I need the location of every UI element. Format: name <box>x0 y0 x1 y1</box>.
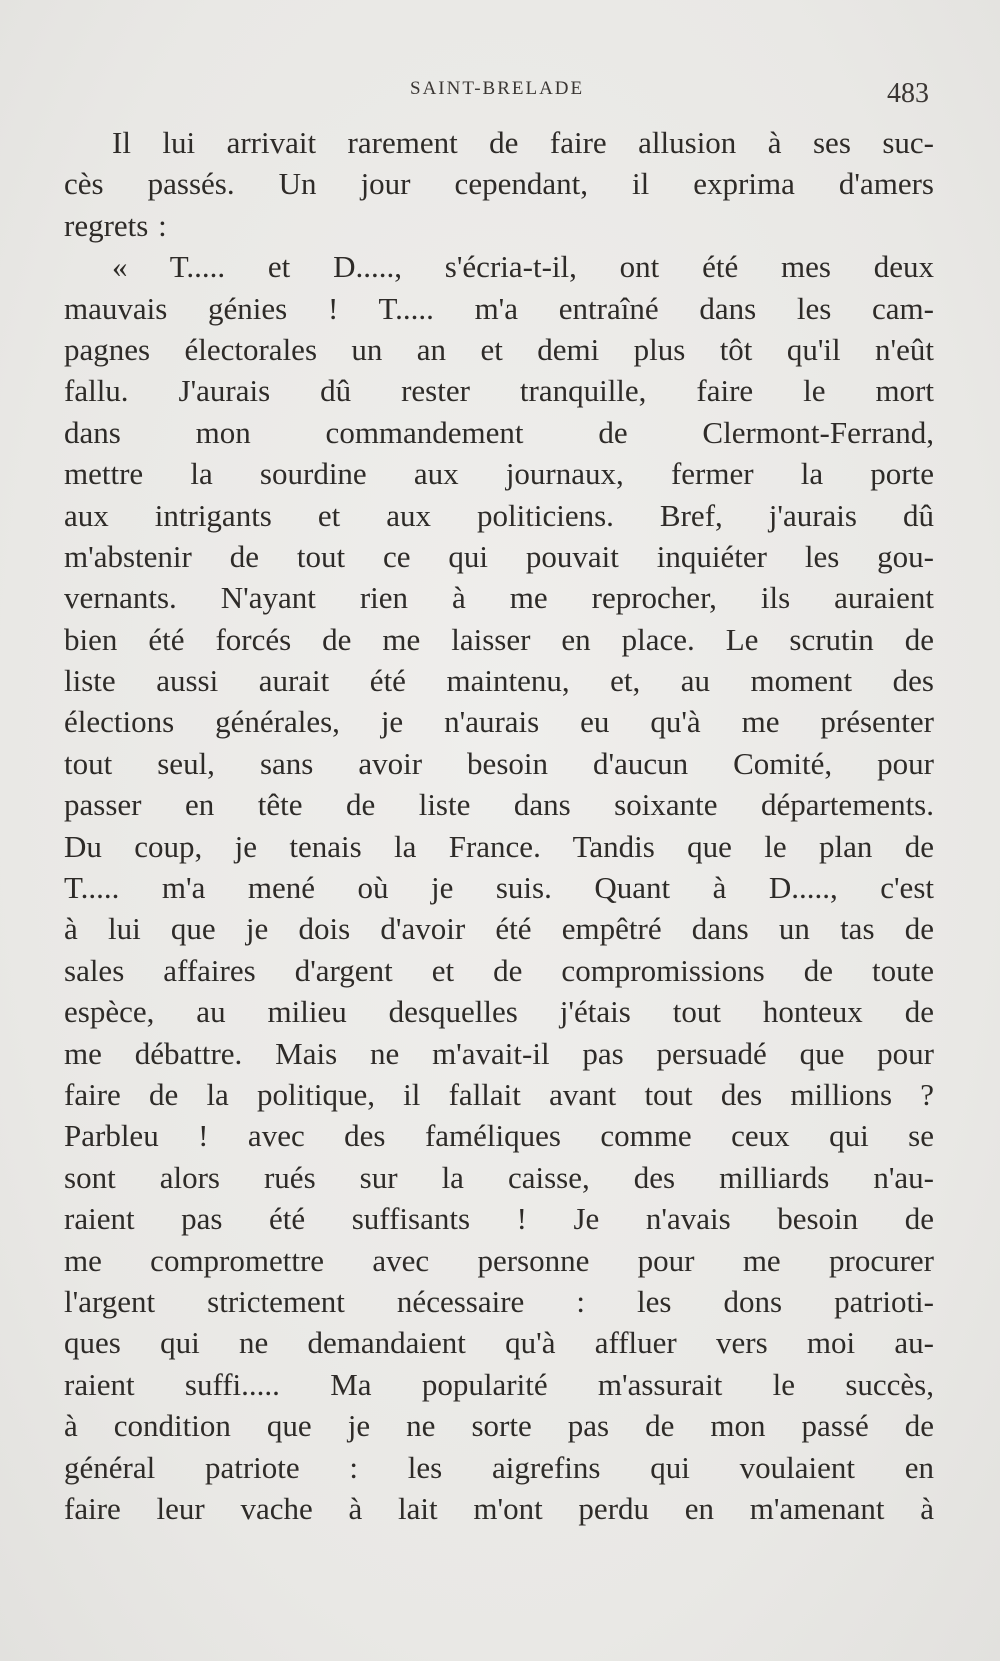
text-line: mauvais génies ! T..... m'a entraîné dans les cam- <box>64 290 934 326</box>
text-line: « T..... et D....., s'écria-t-il, ont été mes deux <box>112 249 934 285</box>
text-line: raient pas été suffisants ! Je n'avais besoin de <box>64 1201 934 1237</box>
text-line: Il lui arrivait rarement de faire allusion à ses suc- <box>112 125 934 160</box>
text-line: aux intrigants et aux politiciens. Bref, j'aurais dû <box>64 497 934 533</box>
text-line: élections générales, je n'aurais eu qu'à me présenter <box>64 704 934 740</box>
text-line: m'abstenir de tout ce qui pouvait inquiéter les gou- <box>64 538 934 574</box>
text-line: mettre la sourdine aux journaux, fermer la porte <box>64 456 934 492</box>
text-line: faire leur vache à lait m'ont perdu en m'amenant à <box>64 1490 934 1526</box>
text-line: regrets : <box>64 207 167 243</box>
text-line: général patriote : les aigrefins qui voulaient en <box>64 1449 934 1485</box>
text-line: me débattre. Mais ne m'avait-il pas persuadé que pour <box>64 1035 934 1071</box>
running-head <box>0 74 1000 109</box>
text-line: cès passés. Un jour cependant, il exprima d'amers <box>64 166 934 202</box>
text-line: T..... m'a mené où je suis. Quant à D....., c'est <box>64 870 934 906</box>
text-line: passer en tête de liste dans soixante départements. <box>64 787 934 823</box>
text-line: dans mon commandement de Clermont-Ferrand, <box>64 414 934 450</box>
text-line: liste aussi aurait été maintenu, et, au moment des <box>64 663 934 699</box>
running-title: SAINT-BRELADE <box>410 78 585 99</box>
text-line: espèce, au milieu desquelles j'étais tout honteux de <box>64 994 934 1030</box>
text-line: pagnes électorales un an et demi plus tôt qu'il n'eût <box>64 331 934 367</box>
text-line: fallu. J'aurais dû rester tranquille, faire le mort <box>64 373 934 409</box>
text-line: vernants. N'ayant rien à me reprocher, ils auraient <box>64 580 934 616</box>
text-line: tout seul, sans avoir besoin d'aucun Comité, pour <box>64 745 934 781</box>
text-line: à condition que je ne sorte pas de mon passé de <box>64 1408 934 1444</box>
text-line: raient suffi..... Ma popularité m'assurait le succès, <box>64 1366 934 1402</box>
text-line: ques qui ne demandaient qu'à affluer vers moi au- <box>64 1325 934 1361</box>
text-line: me compromettre avec personne pour me procurer <box>64 1242 934 1278</box>
text-line: sales affaires d'argent et de compromissions de toute <box>64 952 934 988</box>
text-line: à lui que je dois d'avoir été empêtré dans un tas de <box>64 911 934 947</box>
text-line: faire de la politique, il fallait avant tout des millions ? <box>64 1076 934 1112</box>
body-text <box>64 122 934 1529</box>
text-line: Du coup, je tenais la France. Tandis que le plan de <box>64 828 934 864</box>
text-line: l'argent strictement nécessaire : les dons patrioti- <box>64 1283 934 1319</box>
text-line: Parbleu ! avec des faméliques comme ceux qui se <box>64 1118 934 1154</box>
page-number: 483 <box>887 78 929 109</box>
text-line: sont alors rués sur la caisse, des milliards n'au- <box>64 1159 934 1195</box>
text-line: bien été forcés de me laisser en place. Le scrutin de <box>64 621 934 657</box>
